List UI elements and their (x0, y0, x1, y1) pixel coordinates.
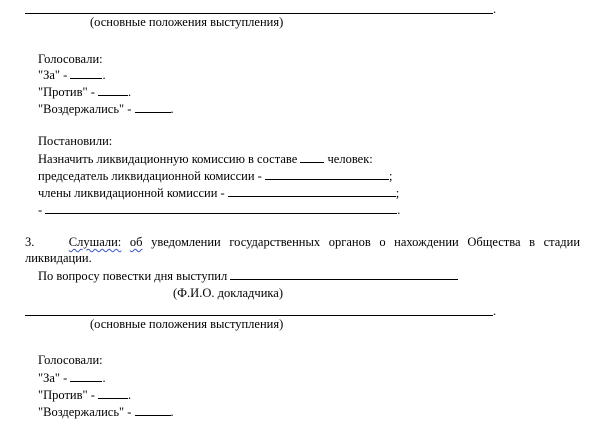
chairman-semicolon: ; (388, 169, 393, 183)
dash-blank (45, 202, 397, 214)
members-line (38, 185, 399, 201)
speech-fill-line-1 (25, 13, 493, 14)
appoint-commission-line (38, 151, 373, 167)
chairman-line (38, 168, 392, 184)
agenda-speaker-label: По вопросу повестки дня выступил (38, 269, 231, 283)
chairman-label: председатель ликвидационной комиссии - (38, 169, 265, 183)
vote-for-period-2: . (102, 371, 106, 385)
vote-against-label-1: "Против" - (38, 85, 99, 99)
speaker-caption: (Ф.И.О. докладчика) (173, 286, 283, 300)
vote-against-blank-2 (98, 387, 128, 399)
dash-line (38, 202, 400, 218)
resolved-heading: Постановили: (38, 134, 113, 148)
vote-abstained-2 (38, 404, 174, 420)
agenda-speaker-line (38, 268, 458, 284)
vote-for-period-1: . (102, 68, 106, 82)
members-label: члены ликвидационной комиссии - (38, 186, 228, 200)
speech-caption-2: (основные положения выступления) (90, 317, 284, 331)
vote-abstained-1 (38, 101, 174, 117)
vote-for-label-1: "За" - (38, 68, 71, 82)
vote-against-1 (38, 84, 131, 100)
vote-for-label-2: "За" - (38, 371, 71, 385)
speech-fill-line-2-period: . (493, 304, 497, 318)
item-3-listened: Слушали: (68, 235, 122, 249)
vote-for-1 (38, 67, 106, 83)
item-3-text: уведомлении государственных органов о нахождении Общества в стадии (151, 235, 581, 249)
members-semicolon: ; (395, 186, 400, 200)
speech-fill-line-2 (25, 315, 493, 316)
speech-caption-1: (основные положения выступления) (90, 15, 284, 29)
vote-for-blank-2 (70, 370, 102, 382)
vote-against-blank-1 (98, 84, 128, 96)
agenda-speaker-blank (230, 268, 458, 280)
speech-fill-line-1-period: . (493, 2, 497, 16)
appoint-prefix: Назначить ликвидационную комиссию в составе (38, 152, 301, 166)
voted-heading-2: Голосовали: (38, 353, 103, 367)
vote-abstained-period-1: . (170, 102, 174, 116)
dash-label: - (38, 203, 46, 217)
vote-abstained-label-1: "Воздержались" - (38, 102, 135, 116)
chairman-blank (265, 168, 389, 180)
item-3-text-continued: ликвидации. (25, 251, 92, 265)
dash-period: . (397, 203, 401, 217)
vote-for-2 (38, 370, 106, 386)
vote-abstained-label-2: "Воздержались" - (38, 405, 135, 419)
members-blank (228, 185, 396, 197)
vote-abstained-period-2: . (170, 405, 174, 419)
item-3-number: 3. (25, 235, 35, 249)
appoint-suffix: человек: (324, 152, 373, 166)
vote-against-label-2: "Против" - (38, 388, 99, 402)
vote-for-blank-1 (70, 67, 102, 79)
commission-size-blank (300, 151, 324, 163)
vote-against-period-2: . (128, 388, 132, 402)
voted-heading-1: Голосовали: (38, 52, 103, 66)
vote-abstained-blank-2 (135, 404, 171, 416)
vote-abstained-blank-1 (135, 101, 171, 113)
vote-against-period-1: . (128, 85, 132, 99)
item-3-paragraph (25, 234, 580, 250)
vote-against-2 (38, 387, 131, 403)
item-3-ob: об (129, 235, 143, 249)
